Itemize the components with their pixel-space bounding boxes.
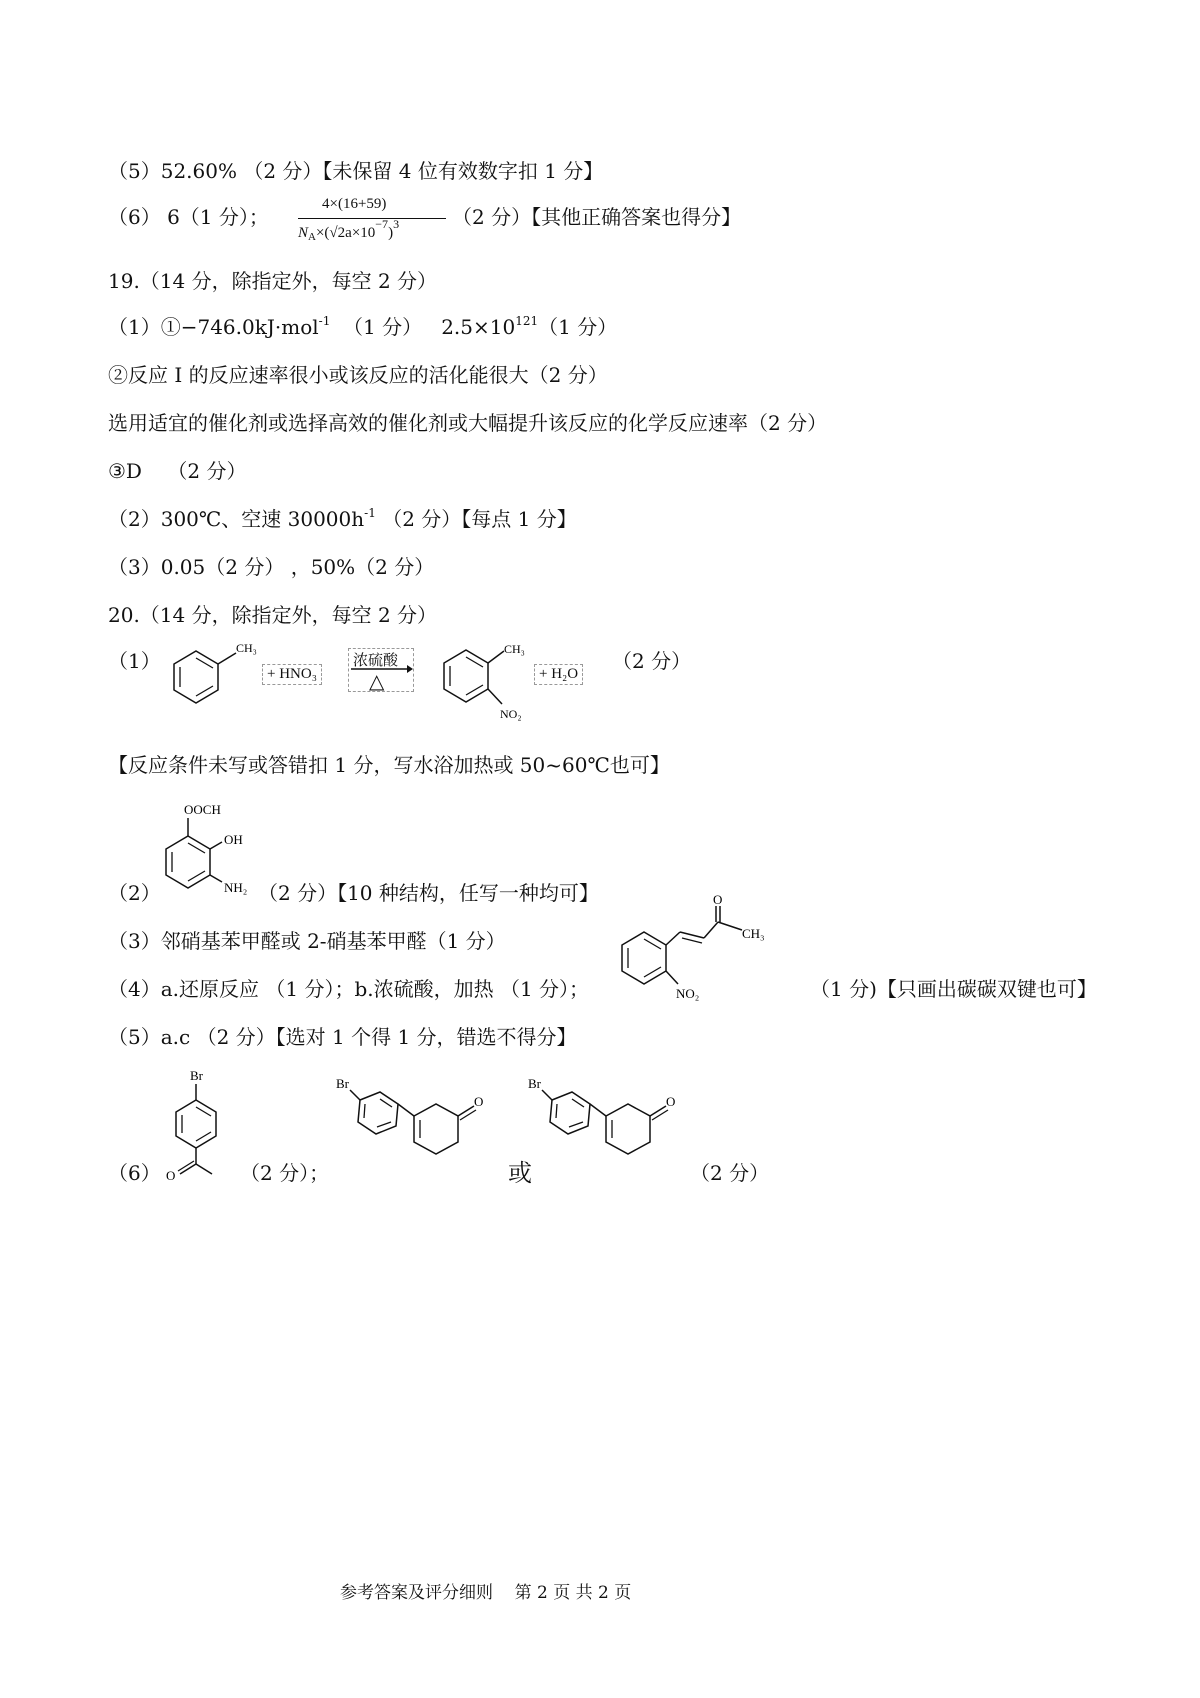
ch3-label: CH₃ — [742, 926, 765, 941]
q20-part4: （4）a.还原反应 （1 分）；b.浓硫酸，加热 （1 分）； — [108, 977, 590, 1001]
ketone-o-label: O — [666, 1094, 676, 1109]
h2o-box: + H₂O — [534, 664, 583, 685]
q19-part1-2: ②反应 I 的反应速率很小或该反应的活化能很大（2 分） — [108, 363, 608, 387]
q18-part6-suffix: （2 分）【其他正确答案也得分】 — [452, 205, 742, 229]
fraction-bar — [298, 218, 446, 219]
q18-part6-denominator: $N_A\times(√2a\times 10^{-7})^3$ — [298, 217, 400, 243]
oh-label: OH — [224, 832, 243, 847]
heat-symbol: △ — [369, 669, 385, 693]
q19-part1-1: （1）①−746.0kJ·mol$^{-1}$ （1 分） $2.5\times 10^{121}(1$ 分） — [108, 314, 618, 339]
ch3-label: CH₃ — [504, 642, 525, 656]
p-bromoacetophenone-structure — [160, 1066, 240, 1188]
q20-part5: （5）a.c （2 分）【选对 1 个得 1 分，错选不得分】 — [108, 1025, 577, 1049]
reaction-condition-box — [348, 648, 414, 692]
q19-header: 19.（14 分，除指定外，每空 2 分） — [108, 269, 438, 293]
no2-label: NO₂ — [676, 986, 700, 1001]
q18-part5: （5）52.60% （2 分）【未保留 4 位有效数字扣 1 分】 — [108, 159, 604, 183]
q20-part2-label: （2） — [108, 881, 161, 905]
q20-part2-structure — [160, 800, 270, 910]
nh2-label: NH₂ — [224, 880, 248, 895]
br-label: Br — [190, 1068, 203, 1083]
q20-part6-label: （6） — [108, 1161, 161, 1185]
cyclohexenone-structure-2 — [528, 1074, 698, 1184]
q20-part1-label: （1） — [108, 649, 161, 673]
q19-part2: （2）300℃、空速 $30000h^{-1}$ （2 分）【每点 1 分】 — [108, 506, 577, 531]
q18-part6-numerator: 4×(16+59) — [322, 196, 387, 212]
hno3-box: + HNO₃ — [262, 664, 322, 685]
q20-part1-note: 【反应条件未写或答错扣 1 分，写水浴加热或 50~60℃也可】 — [108, 753, 670, 777]
no2-label: NO₂ — [500, 707, 522, 721]
cyclohexenone-structure-1 — [336, 1074, 506, 1184]
ch3-label: CH₃ — [236, 641, 257, 655]
ketone-o-label: O — [166, 1168, 176, 1183]
br-label: Br — [528, 1076, 541, 1091]
q20-part1-score: （2 分） — [612, 649, 692, 673]
q20-header: 20.（14 分，除指定外，每空 2 分） — [108, 603, 438, 627]
carbonyl-o-label: O — [713, 892, 723, 907]
q19-part1-3: ③D （2 分） — [108, 459, 247, 483]
page-footer: 参考答案及评分细则 第 2 页 共 2 页 — [340, 1583, 632, 1603]
q20-part2-score: （2 分）【10 种结构，任写一种均可】 — [258, 881, 599, 905]
q20-part6-or: 或 — [508, 1159, 532, 1187]
q20-part3: （3）邻硝基苯甲醛或 2-硝基苯甲醛（1 分） — [108, 929, 506, 953]
q20-part6-score1: （2 分）； — [240, 1161, 330, 1185]
q18-part6-prefix: （6） 6（1 分）； — [108, 205, 269, 229]
ketone-o-label: O — [474, 1094, 484, 1109]
br-label: Br — [336, 1076, 349, 1091]
q19-part3: （3）0.05（2 分） ，50%（2 分） — [108, 555, 435, 579]
q20-part6-score2: （2 分） — [690, 1161, 770, 1185]
toluene-structure — [170, 638, 260, 718]
q20-part4-structure — [620, 892, 800, 1006]
q20-part4-score: （1 分)【只画出碳碳双键也可】 — [810, 977, 1097, 1001]
q19-part1-2b: 选用适宜的催化剂或选择高效的催化剂或大幅提升该反应的化学反应速率（2 分） — [108, 411, 828, 435]
ooch-label: OOCH — [184, 802, 221, 817]
catalyst-label: 浓硫酸 — [353, 651, 399, 669]
